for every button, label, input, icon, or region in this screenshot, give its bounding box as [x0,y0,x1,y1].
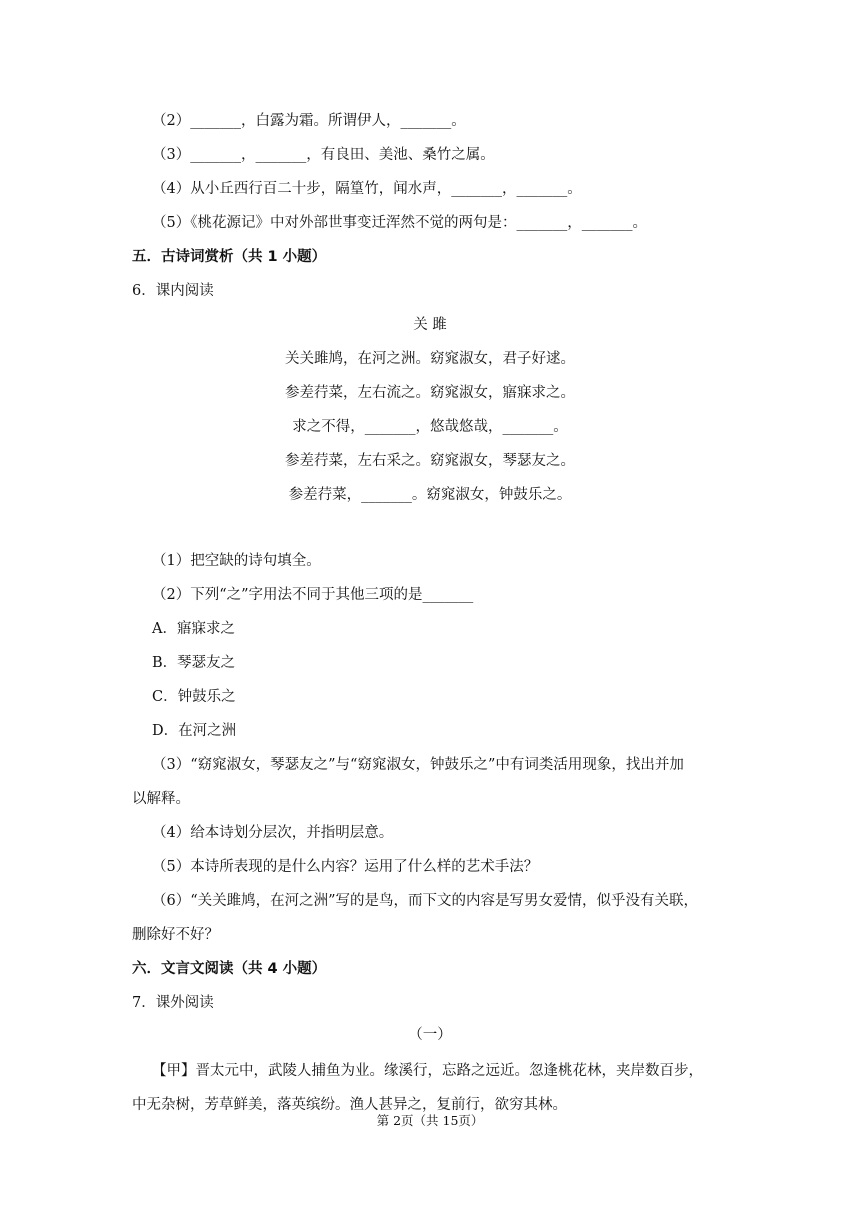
section-heading-6: 六．文言文阅读（共 4 小题） [132,961,327,977]
question-7-title: 7．课外阅读 [132,995,214,1011]
sub-question-3-cont: 以解释。 [132,791,190,807]
fill-blank-2: （2）_______，白露为霜。所谓伊人，_______。 [152,113,466,129]
option-d: D．在河之洲 [152,723,237,739]
sub-question-6: （6）“关关雎鸠，在河之洲”写的是鸟，而下文的内容是写男女爱情，似乎没有关联， [152,893,699,909]
poem-line: 关关雎鸠，在河之洲。窈窕淑女，君子好逑。 [285,351,575,367]
option-a: A．寤寐求之 [152,621,235,637]
poem-line: 参差荇菜，左右采之。窈窕淑女，琴瑟友之。 [285,453,575,469]
sub-question-1: （1）把空缺的诗句填全。 [152,553,321,569]
poem-line: 参差荇菜，_______。窈窕淑女，钟鼓乐之。 [288,487,572,503]
poem-line: 求之不得，_______，悠哉悠哉，_______。 [292,419,568,435]
sub-question-3: （3）“窈窕淑女，琴瑟友之”与“窈窕淑女，钟鼓乐之”中有词类活用现象，找出并加 [152,757,684,773]
poem-line: 参差荇菜，左右流之。窈窕淑女，寤寐求之。 [285,385,575,401]
sub-question-6-cont: 删除好不好？ [132,927,219,943]
passage-line: 【甲】晋太元中，武陵人捕鱼为业。缘溪行，忘路之远近。忽逢桃花林，夹岸数百步， [152,1063,703,1079]
page-footer: 第 2页（共 15页） [376,1113,484,1128]
passage-part-label: （一） [408,1027,452,1043]
poem-title: 关 雎 [413,317,447,333]
fill-blank-5: （5）《桃花源记》中对外部世事变迁浑然不觉的两句是：_______，_______。 [152,215,647,231]
sub-question-4: （4）给本诗划分层次，并指明层意。 [152,825,394,841]
option-c: C．钟鼓乐之 [152,689,236,705]
question-6-title: 6．课内阅读 [132,283,214,299]
section-heading-5: 五．古诗词赏析（共 1 小题） [132,249,327,265]
passage-line: 中无杂树，芳草鲜美，落英缤纷。渔人甚异之，复前行，欲穷其林。 [132,1097,567,1113]
option-b: B．琴瑟友之 [152,655,236,671]
fill-blank-4: （4）从小丘西行百二十步，隔篁竹，闻水声，_______，_______。 [152,181,582,197]
sub-question-2: （2）下列“之”字用法不同于其他三项的是_______ [152,587,474,603]
sub-question-5: （5）本诗所表现的是什么内容？运用了什么样的艺术手法？ [152,859,539,875]
fill-blank-3: （3）_______，_______，有良田、美池、桑竹之属。 [152,147,495,163]
